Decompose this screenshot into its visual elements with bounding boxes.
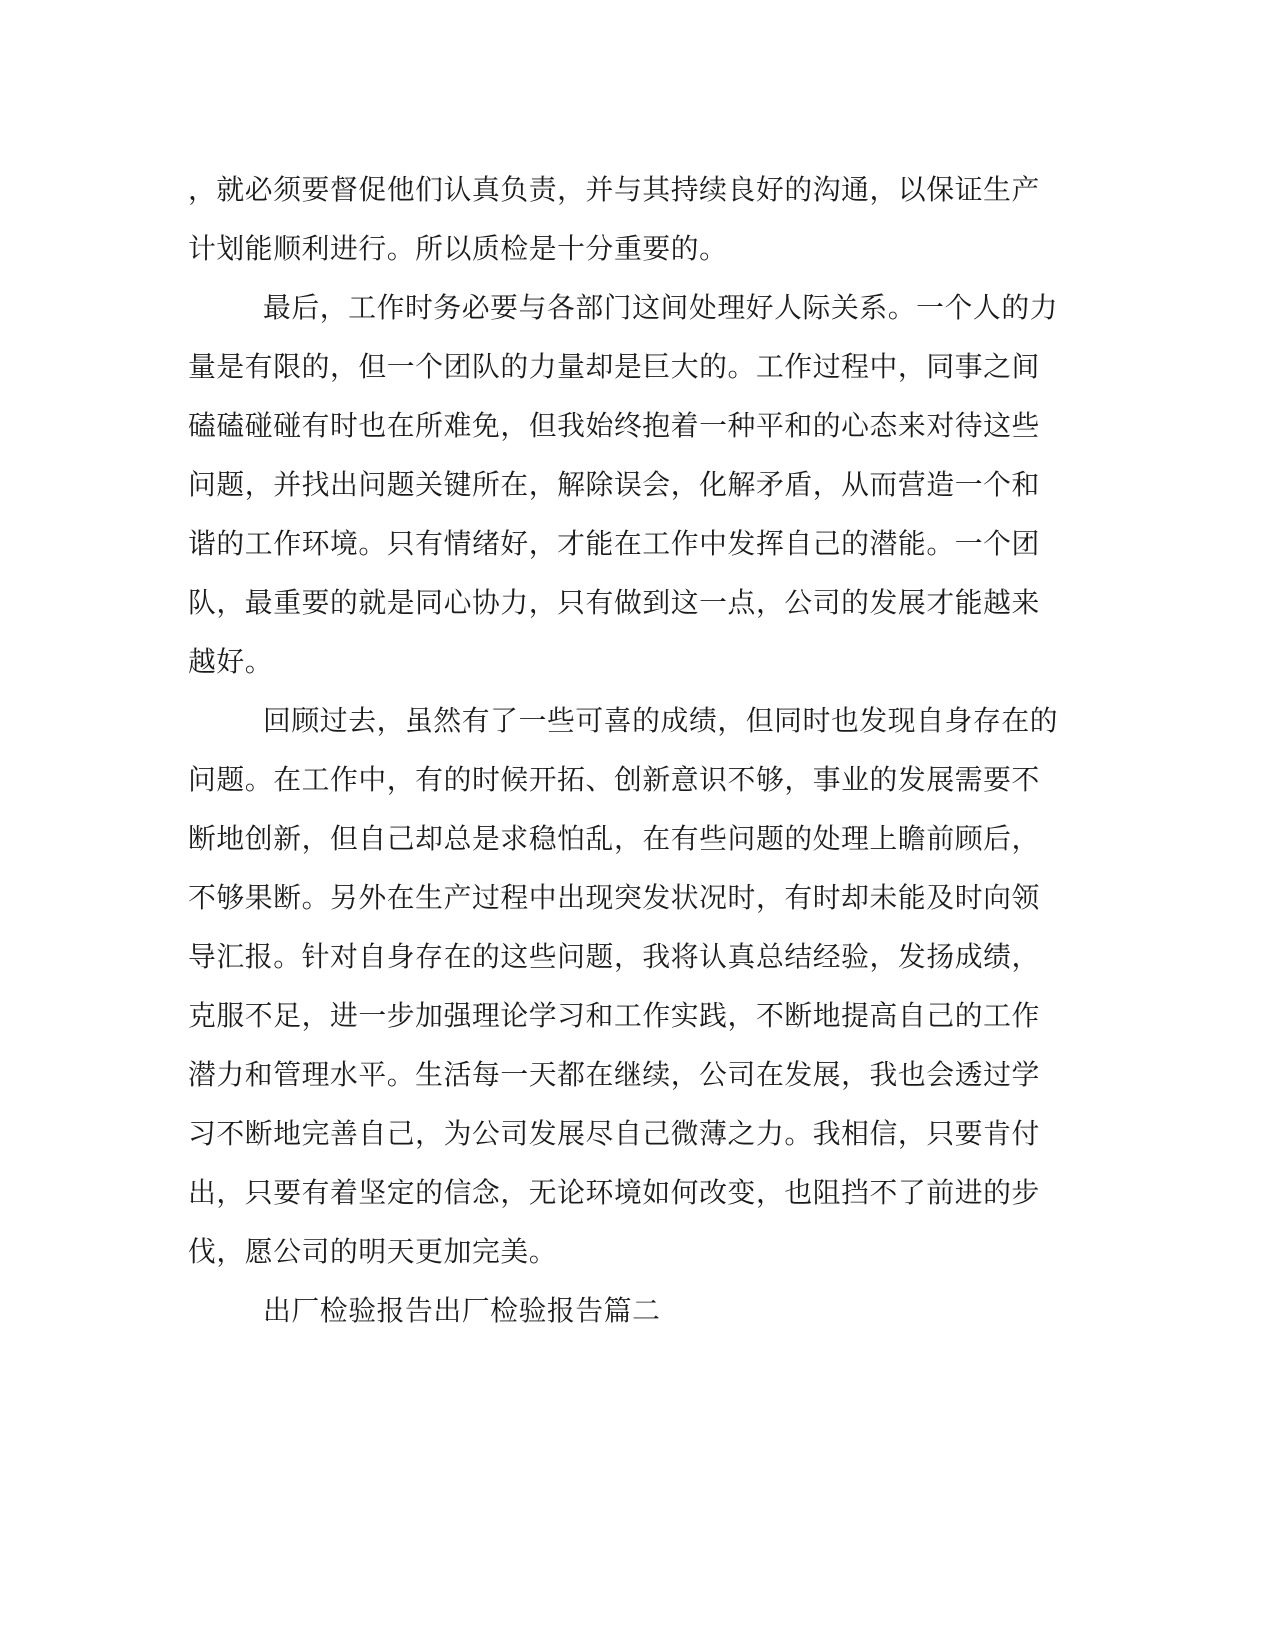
text-line: 习不断地完善自己，为公司发展尽自己微薄之力。我相信，只要肯付 (188, 1117, 1040, 1150)
text-line: 谐的工作环境。只有情绪好，才能在工作中发挥自己的潜能。一个团 (188, 527, 1040, 560)
text-line: 问题。在工作中，有的时候开拓、创新意识不够，事业的发展需要不 (188, 763, 1040, 796)
text-line: 磕磕碰碰有时也在所难免，但我始终抱着一种平和的心态来对待这些 (188, 409, 1040, 442)
text-line: 断地创新，但自己却总是求稳怕乱，在有些问题的处理上瞻前顾后， (188, 822, 1040, 855)
text-line: 问题，并找出问题关键所在，解除误会，化解矛盾，从而营造一个和 (188, 468, 1040, 501)
paragraph-start-line: 最后，工作时务必要与各部门这间处理好人际关系。一个人的力 (263, 291, 1059, 324)
paragraph-start-line: 回顾过去，虽然有了一些可喜的成绩，但同时也发现自身存在的 (263, 704, 1059, 737)
text-line: 队，最重要的就是同心协力，只有做到这一点，公司的发展才能越来 (188, 586, 1040, 619)
section-heading: 出厂检验报告出厂检验报告篇二 (263, 1294, 661, 1327)
text-line: 量是有限的，但一个团队的力量却是巨大的。工作过程中，同事之间 (188, 350, 1040, 383)
text-line: 越好。 (188, 645, 274, 678)
text-line: 不够果断。另外在生产过程中出现突发状况时，有时却未能及时向领 (188, 881, 1040, 914)
text-line: 计划能顺利进行。所以质检是十分重要的。 (188, 232, 728, 265)
text-line: 伐，愿公司的明天更加完美。 (188, 1235, 558, 1268)
text-line: 克服不足，进一步加强理论学习和工作实践，不断地提高自己的工作 (188, 999, 1040, 1032)
text-line: 导汇报。针对自身存在的这些问题，我将认真总结经验，发扬成绩， (188, 940, 1040, 973)
text-line: ，就必须要督促他们认真负责，并与其持续良好的沟通，以保证生产 (188, 173, 1040, 206)
text-line: 出，只要有着坚定的信念，无论环境如何改变，也阻挡不了前进的步 (188, 1176, 1040, 1209)
text-line: 潜力和管理水平。生活每一天都在继续，公司在发展，我也会透过学 (188, 1058, 1040, 1091)
